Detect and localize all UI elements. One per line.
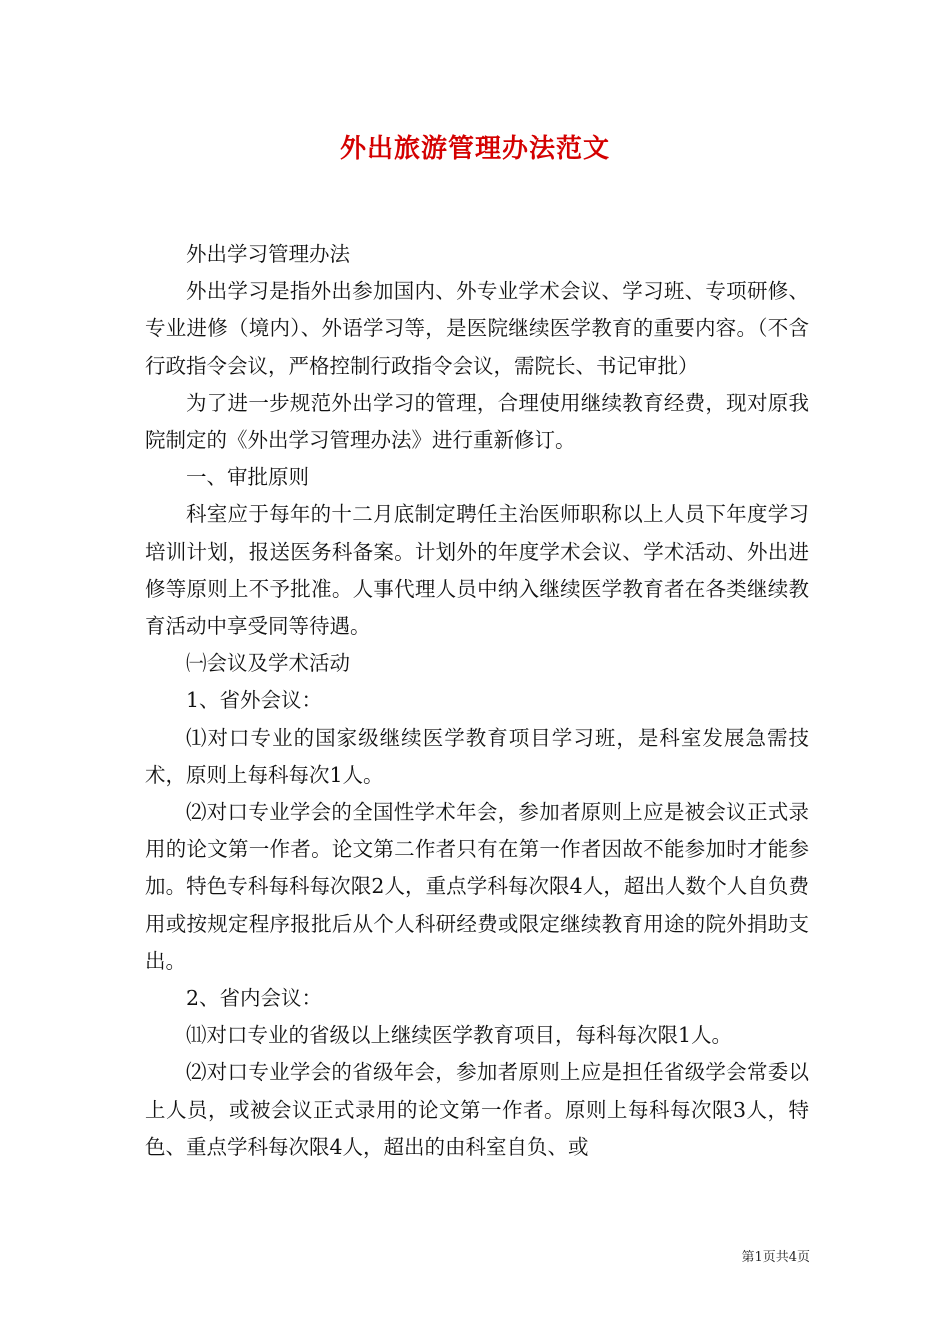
paragraph-heading-main: 外出学习管理办法 xyxy=(186,242,350,266)
page-number: 第1页共4页 xyxy=(741,1250,810,1265)
item-heading-in-province: 2、省内会议： xyxy=(186,986,323,1011)
item-heading-out-of-province: 1、省外会议： xyxy=(186,688,323,713)
paragraph-definition: 外出学习是指外出参加国内、外专业学术会议、学习班、专项研修、专业进修（境内）、外语学习等，是医院继续医学教育的重要内容。（不含行政指令会议，严格控制行政指令会议，需院长、书记审批） xyxy=(145,279,809,378)
paragraph-provincial-program: ⑾对口专业的省级以上继续医学教育项目，每科每次限1人。 xyxy=(186,1023,733,1048)
paragraph-provincial-annual-meeting: ⑵对口专业学会的省级年会，参加者原则上应是担任省级学会常委以上人员，或被会议正式录用的论文第一作者。原则上每科每次限3人，特色、重点学科每次限4人，超出的由科室自负、或 xyxy=(145,1060,809,1159)
paragraph-purpose: 为了进一步规范外出学习的管理，合理使用继续教育经费，现对原我院制定的《外出学习管理办法》进行重新修订。 xyxy=(145,390,809,453)
document-title: 外出旅游管理办法范文 xyxy=(339,134,610,164)
section-heading-approval-principles: 一、审批原则 xyxy=(186,465,309,490)
document-body xyxy=(145,236,809,1166)
paragraph-national-program: ⑴对口专业的国家级继续医学教育项目学习班，是科室发展急需技术，原则上每科每次1人。 xyxy=(145,725,809,787)
subsection-heading-meetings: ㈠会议及学术活动 xyxy=(186,651,350,676)
paragraph-national-annual-meeting: ⑵对口专业学会的全国性学术年会，参加者原则上应是被会议正式录用的论文第一作者。论文第二作者只有在第一作者因故不能参加时才能参加。特色专科每科每次限2人，重点学科每次限4人，超出人数个人自负费用或按规定程序报批后从个人科研经费或限定继续教育用途的院外捐助支出。 xyxy=(145,800,809,973)
paragraph-annual-plan: 科室应于每年的十二月底制定聘任主治医师职称以上人员下年度学习培训计划，报送医务科备案。计划外的年度学术会议、学术活动、外出进修等原则上不予批准。人事代理人员中纳入继续医学教育者在各类继续教育活动中享受同等待遇。 xyxy=(145,502,809,639)
